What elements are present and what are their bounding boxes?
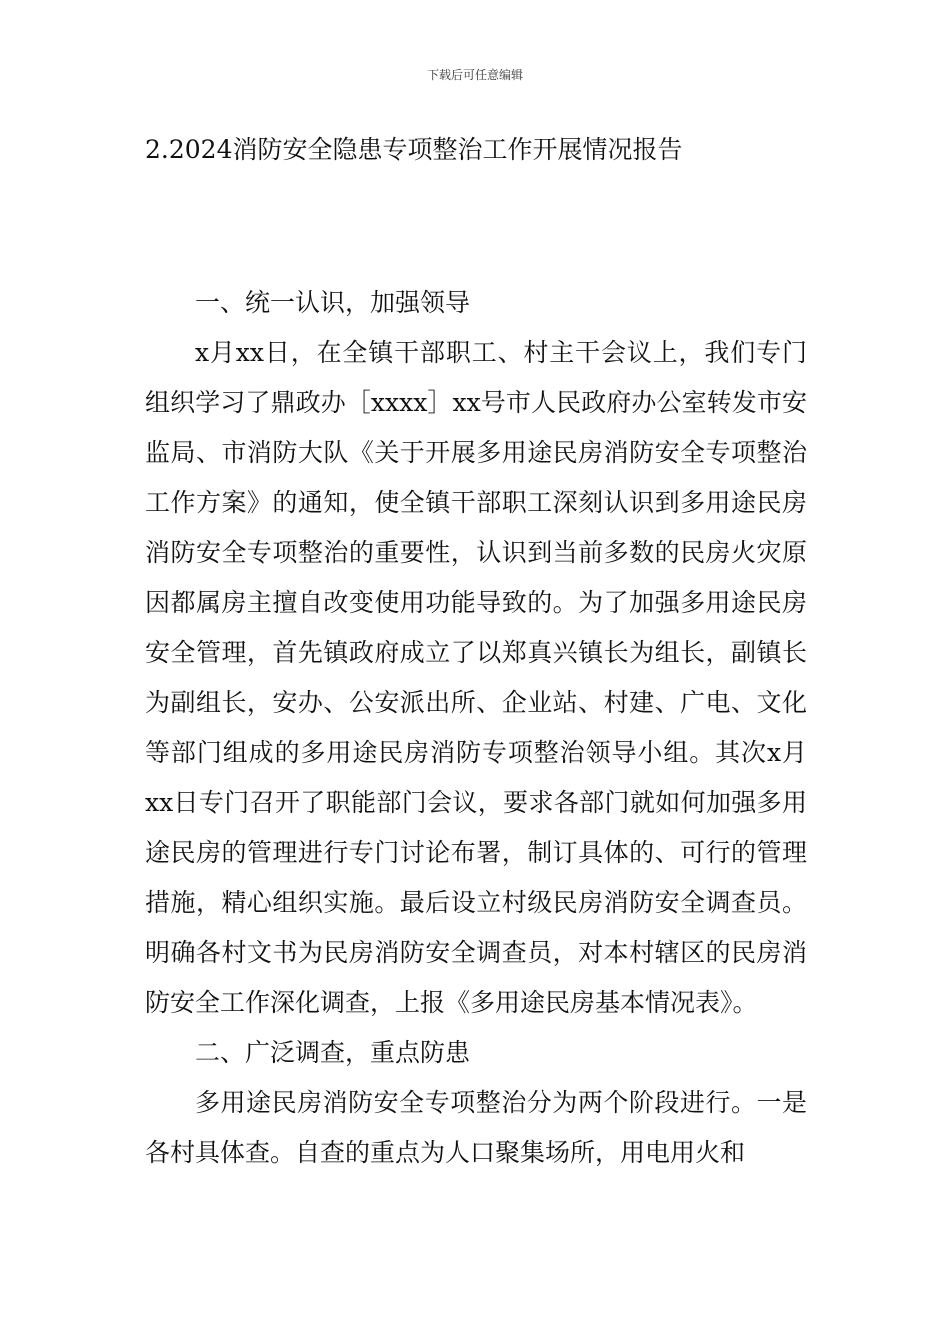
document-title: 2.2024消防安全隐患专项整治工作开展情况报告 xyxy=(145,135,683,164)
section-heading-2: 二、广泛调查，重点防患 xyxy=(195,1038,471,1067)
body-paragraph-2: 多用途民房消防安全专项整治分为两个阶段进行。一是各村具体查。自查的重点为人口聚集场所，用电用火和 xyxy=(145,1088,807,1167)
section-heading-1: 一、统一认识，加强领导 xyxy=(195,288,471,317)
header-note: 下载后可任意编辑 xyxy=(426,68,523,82)
document-body xyxy=(145,278,807,1178)
body-paragraph-1: x月xx日，在全镇干部职工、村主干会议上，我们专门组织学习了鼎政办［xxxx］xx号市人民政府办公室转发市安监局、市消防大队《关于开展多用途民房消防安全专项整治工作方案》的通知，使全镇干部职工深刻认识到多用途民房消防安全专项整治的重要性，认识到当前多数的民房火灾原因都属房主擅自改变使用功能导致的。为了加强多用途民房安全管理，首先镇政府成立了以郑真兴镇长为组长，副镇长为副组长，安办、公安派出所、企业站、村建、广电、文化等部门组成的多用途民房消防专项整治领导小组。其次x月xx日专门召开了职能部门会议，要求各部门就如何加强多用途民房的管理进行专门讨论布署，制订具体的、可行的管理措施，精心组织实施。最后设立村级民房消防安全调查员。明确各村文书为民房消防安全调查员，对本村辖区的民房消防安全工作深化调查，上报《多用途民房基本情况表》。 xyxy=(145,338,807,1017)
